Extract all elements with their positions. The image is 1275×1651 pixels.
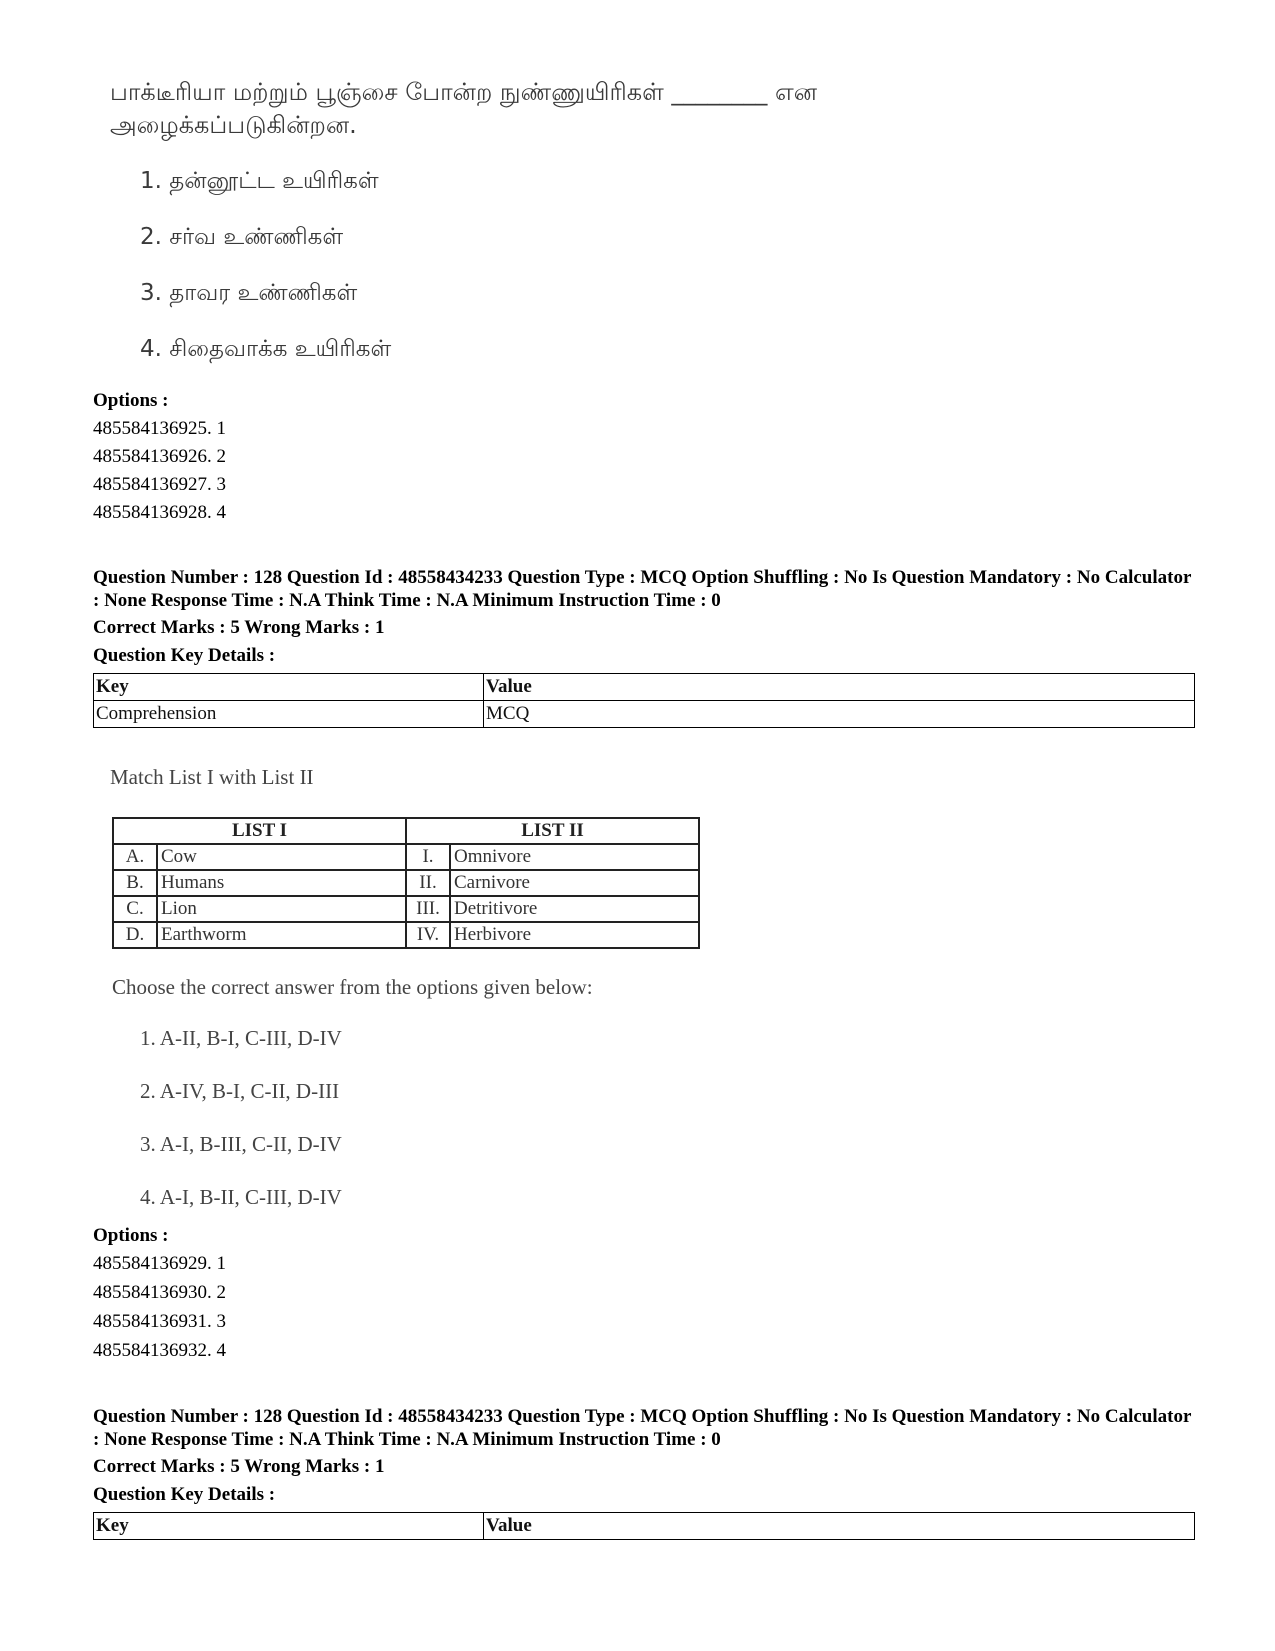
question-header: Question Number : 128 Question Id : 48558434233 Question Type : MCQ Option Shuffling : No Is Question Mandatory : No Calculator : None Response Time : N.A Think Time : N.A Minimum Instruction Time : 0 <box>93 567 1192 611</box>
option-line: 485584136930. 2 <box>93 1282 226 1303</box>
list2-item: Carnivore <box>450 870 699 896</box>
options-label: Options : <box>93 1225 169 1246</box>
question-header: Question Number : 128 Question Id : 48558434233 Question Type : MCQ Option Shuffling : No Is Question Mandatory : No Calculator : None Response Time : N.A Think Time : N.A Minimum Instruction Time : 0 <box>93 1406 1192 1450</box>
option-line: 485584136932. 4 <box>93 1340 226 1361</box>
list1-letter: B. <box>113 870 157 896</box>
table-header-row <box>94 1513 1195 1540</box>
question-text-tamil: பாக்டீரியா மற்றும் பூஞ்சை போன்ற நுண்ணுயிரிகள் ________ என அழைக்கப்படுகின்றன. <box>110 78 818 139</box>
option-line: 485584136926. 2 <box>93 446 226 467</box>
key-details-label: Question Key Details : <box>93 1484 276 1505</box>
choice-3: 3. தாவர உண்ணிகள் <box>140 280 358 306</box>
choose-instruction: Choose the correct answer from the options given below: <box>112 975 593 999</box>
option-line: 485584136928. 4 <box>93 502 226 523</box>
value-cell: MCQ <box>484 701 1195 728</box>
choice-4: 4. A-I, B-II, C-III, D-IV <box>140 1185 342 1209</box>
table-row <box>113 870 699 896</box>
option-line: 485584136931. 3 <box>93 1311 226 1332</box>
key-details-label: Question Key Details : <box>93 645 276 666</box>
choice-1: 1. தன்னூட்ட உயிரிகள் <box>140 168 379 194</box>
list2-numeral: I. <box>406 844 450 870</box>
list1-item: Lion <box>157 896 406 922</box>
key-header: Key <box>94 674 484 701</box>
table-row <box>94 701 1195 728</box>
key-cell: Comprehension <box>94 701 484 728</box>
choice-2: 2. A-IV, B-I, C-II, D-III <box>140 1079 340 1103</box>
choice-4: 4. சிதைவாக்க உயிரிகள் <box>140 336 392 362</box>
match-list-table <box>112 817 700 949</box>
options-label: Options : <box>93 390 169 411</box>
list1-item: Humans <box>157 870 406 896</box>
list1-letter: C. <box>113 896 157 922</box>
value-header: Value <box>484 674 1195 701</box>
marks-line: Correct Marks : 5 Wrong Marks : 1 <box>93 1456 385 1477</box>
list1-item: Cow <box>157 844 406 870</box>
option-line: 485584136925. 1 <box>93 418 226 439</box>
option-line: 485584136927. 3 <box>93 474 226 495</box>
table-row <box>113 922 699 948</box>
table-row <box>113 844 699 870</box>
table-header-row <box>94 674 1195 701</box>
choice-1: 1. A-II, B-I, C-III, D-IV <box>140 1026 342 1050</box>
marks-line: Correct Marks : 5 Wrong Marks : 1 <box>93 617 385 638</box>
key-table <box>93 1512 1195 1540</box>
key-header: Key <box>94 1513 484 1540</box>
list1-item: Earthworm <box>157 922 406 948</box>
list1-letter: A. <box>113 844 157 870</box>
list2-item: Detritivore <box>450 896 699 922</box>
list2-header: LIST II <box>406 818 699 844</box>
list2-item: Herbivore <box>450 922 699 948</box>
list1-header: LIST I <box>113 818 406 844</box>
table-row <box>113 896 699 922</box>
choice-3: 3. A-I, B-III, C-II, D-IV <box>140 1132 342 1156</box>
option-line: 485584136929. 1 <box>93 1253 226 1274</box>
key-table <box>93 673 1195 728</box>
choice-2: 2. சர்வ உண்ணிகள் <box>140 224 344 250</box>
list2-item: Omnivore <box>450 844 699 870</box>
match-instruction: Match List I with List II <box>110 765 314 789</box>
list1-letter: D. <box>113 922 157 948</box>
list2-numeral: III. <box>406 896 450 922</box>
value-header: Value <box>484 1513 1195 1540</box>
list2-numeral: II. <box>406 870 450 896</box>
list2-numeral: IV. <box>406 922 450 948</box>
